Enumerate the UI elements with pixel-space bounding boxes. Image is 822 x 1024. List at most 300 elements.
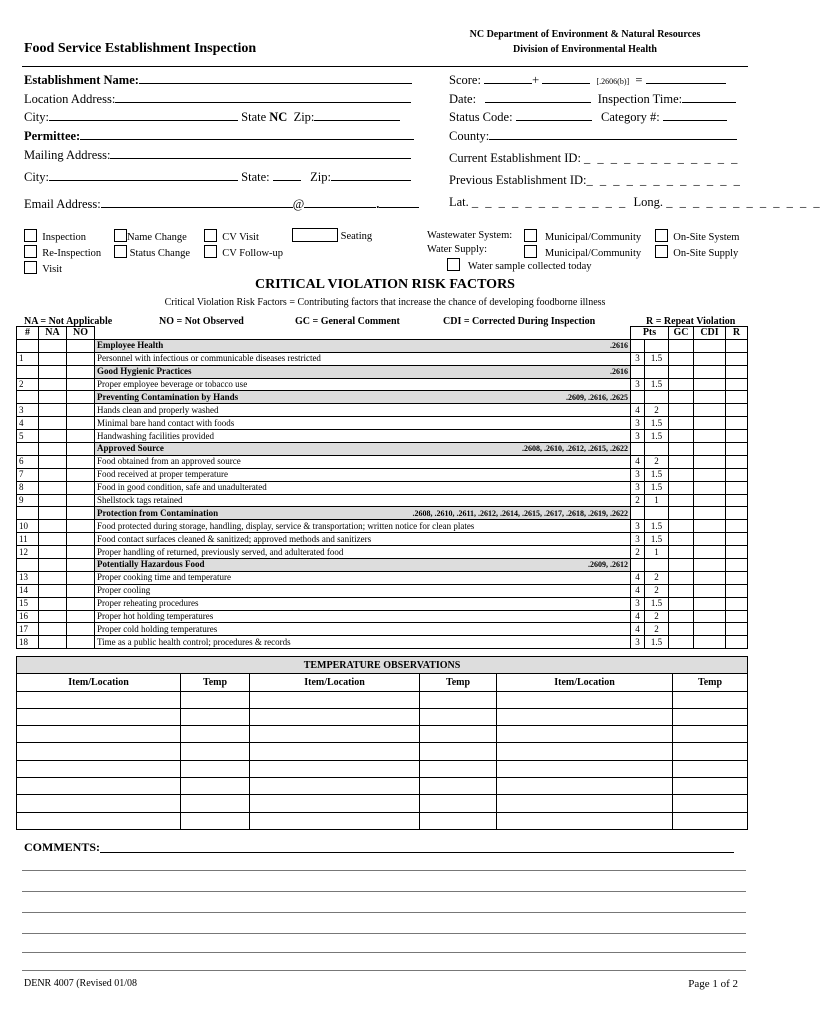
temp-value-cell[interactable] [181,812,250,829]
temp-item-cell[interactable] [17,743,181,760]
violation-row [17,417,748,430]
gc-cell[interactable] [669,494,694,507]
violation-row [17,610,748,623]
temp-item-cell[interactable] [497,760,673,777]
gc-cell[interactable] [669,455,694,468]
temp-value-cell[interactable] [181,691,250,708]
na-cell[interactable] [39,546,67,559]
cdi-cell[interactable] [694,636,726,649]
comments-line[interactable] [22,952,746,953]
violation-row [17,520,748,533]
permittee-field[interactable]: Permittee: [24,127,414,144]
points-full: 3 [631,481,645,494]
temp-value-cell[interactable] [181,760,250,777]
na-cell[interactable] [39,481,67,494]
gc-cell[interactable] [669,481,694,494]
gc-cell[interactable] [669,610,694,623]
points-half: 1.5 [645,597,669,610]
comments-label: COMMENTS: [24,840,100,854]
temp-value-cell[interactable] [673,726,748,743]
no-cell[interactable] [67,494,95,507]
temp-value-cell[interactable] [673,760,748,777]
cvrf-title: CRITICAL VIOLATION RISK FACTORS [255,277,515,292]
cdi-cell[interactable] [694,623,726,636]
na-cell[interactable] [39,430,67,443]
temp-item-cell[interactable] [250,743,420,760]
violation-desc: Food protected during storage, handling, display, service & transportation; written notice for clean plates [95,520,631,533]
na-cell[interactable] [39,404,67,417]
violation-number: 16 [17,610,39,623]
gc-cell[interactable] [669,404,694,417]
temp-item-cell[interactable] [497,795,673,812]
status-code-field[interactable]: Status Code: Category #: [449,108,727,125]
inspection-type-group [24,229,101,277]
gc-cell[interactable] [669,584,694,597]
gc-cell[interactable] [669,468,694,481]
violation-desc: Shellstock tags retained [95,494,631,507]
points-full: 3 [631,533,645,546]
legend-no: NO = Not Observed [159,316,244,327]
temp-item-cell[interactable] [17,708,181,725]
gc-cell[interactable] [669,430,694,443]
violation-row [17,494,748,507]
points-half: 2 [645,455,669,468]
legend-na: NA = Not Applicable [24,316,113,327]
na-cell[interactable] [39,571,67,584]
points-half: 1.5 [645,468,669,481]
category-row [17,391,748,404]
r-cell[interactable] [726,378,748,391]
violation-desc: Proper hot holding temperatures [95,610,631,623]
r-cell[interactable] [726,584,748,597]
temp-item-cell[interactable] [17,760,181,777]
points-full: 3 [631,597,645,610]
name-change-checkbox[interactable]: Name Change [114,229,190,245]
temp-value-cell[interactable] [181,708,250,725]
violation-desc: Personnel with infectious or communicable diseases restricted [95,352,631,365]
temperature-row [17,812,748,829]
r-cell[interactable] [726,352,748,365]
points-half: 1 [645,546,669,559]
temp-col-temp3: Temp [673,674,748,691]
category-row [17,443,748,456]
gc-cell[interactable] [669,417,694,430]
points-half: 1.5 [645,481,669,494]
violation-number: 13 [17,571,39,584]
cdi-cell[interactable] [694,520,726,533]
na-cell[interactable] [39,417,67,430]
violation-row [17,352,748,365]
previous-id-field[interactable]: Previous Establishment ID:_ _ _ _ _ _ _ _ _ _ _ _ [449,173,742,187]
gc-cell[interactable] [669,636,694,649]
cdi-cell[interactable] [694,378,726,391]
temp-value-cell[interactable] [420,812,497,829]
mailing-address-field[interactable]: Mailing Address: [24,146,411,163]
r-cell[interactable] [726,520,748,533]
onsite-supply-checkbox[interactable]: On-Site Supply [655,245,739,261]
col-gc: GC [669,327,694,340]
current-id-field[interactable]: Current Establishment ID: _ _ _ _ _ _ _ _ _ _ _ _ [449,151,740,165]
r-cell[interactable] [726,546,748,559]
violation-row [17,481,748,494]
temp-item-cell[interactable] [497,708,673,725]
temp-value-cell[interactable] [181,795,250,812]
date-field[interactable]: Date: Inspection Time: [449,90,736,107]
temp-value-cell[interactable] [420,778,497,795]
no-cell[interactable] [67,520,95,533]
r-cell[interactable] [726,481,748,494]
no-cell[interactable] [67,636,95,649]
division-name: Division of Environmental Health [513,44,657,55]
onsite-group [655,229,739,261]
points-full: 4 [631,404,645,417]
points-full: 3 [631,636,645,649]
na-cell[interactable] [39,455,67,468]
violation-row [17,584,748,597]
temp-value-cell[interactable] [673,795,748,812]
violation-row [17,378,748,391]
col-pts: Pts [631,327,669,340]
violation-desc: Food received at proper temperature [95,468,631,481]
violation-row [17,571,748,584]
col-cdi: CDI [694,327,726,340]
cdi-cell[interactable] [694,352,726,365]
gc-cell[interactable] [669,597,694,610]
cdi-cell[interactable] [694,455,726,468]
r-cell[interactable] [726,636,748,649]
no-cell[interactable] [67,584,95,597]
temp-item-cell[interactable] [250,795,420,812]
points-half: 2 [645,571,669,584]
temp-value-cell[interactable] [181,726,250,743]
location-address-field[interactable]: Location Address: [24,90,411,107]
violation-row [17,404,748,417]
cdi-cell[interactable] [694,610,726,623]
cdi-cell[interactable] [694,481,726,494]
temperature-row [17,691,748,708]
legend-gc: GC = General Comment [295,316,400,327]
water-labels: Wastewater System: Water Supply: [427,230,513,255]
violation-desc: Food contact surfaces cleaned & sanitized; approved methods and sanitizers [95,533,631,546]
no-cell[interactable] [67,571,95,584]
no-cell[interactable] [67,533,95,546]
temp-value-cell[interactable] [181,743,250,760]
points-half: 1 [645,494,669,507]
points-half: 2 [645,584,669,597]
points-full: 4 [631,610,645,623]
violation-number: 15 [17,597,39,610]
no-cell[interactable] [67,623,95,636]
points-half: 1.5 [645,533,669,546]
points-full: 3 [631,352,645,365]
lat-long-field[interactable]: Lat. _ _ _ _ _ _ _ _ _ _ _ _ Long. _ _ _ _ _ _ _ _ _ _ _ _ [449,195,822,209]
county-field[interactable]: County: [449,127,737,144]
violation-number: 14 [17,584,39,597]
gc-cell[interactable] [669,533,694,546]
temp-value-cell[interactable] [420,691,497,708]
temp-value-cell[interactable] [420,795,497,812]
points-half: 2 [645,623,669,636]
r-cell[interactable] [726,610,748,623]
na-cell[interactable] [39,597,67,610]
points-half: 2 [645,404,669,417]
inspection-checkbox[interactable]: Inspection [24,229,101,245]
municipal-wastewater-checkbox[interactable]: Municipal/Community [524,229,641,245]
no-cell[interactable] [67,378,95,391]
city-field[interactable]: City: State NC Zip: [24,108,400,125]
points-half: 1.5 [645,430,669,443]
cdi-cell[interactable] [694,404,726,417]
visit-checkbox[interactable]: Visit [24,261,101,277]
establishment-name-field[interactable]: Establishment Name: [24,71,412,88]
temperature-row [17,743,748,760]
temp-item-cell[interactable] [250,708,420,725]
seating-field[interactable]: Seating [292,228,372,242]
violation-desc: Minimal bare hand contact with foods [95,417,631,430]
violation-desc: Handwashing facilities provided [95,430,631,443]
violation-number: 3 [17,404,39,417]
comments-line[interactable] [22,870,746,871]
violation-number: 9 [17,494,39,507]
form-number: DENR 4007 (Revised 01/08 [24,978,138,989]
cdi-cell[interactable] [694,546,726,559]
points-full: 4 [631,584,645,597]
no-cell[interactable] [67,468,95,481]
violation-desc: Proper cooking time and temperature [95,571,631,584]
violation-row [17,623,748,636]
comments-line[interactable] [22,970,746,971]
points-full: 2 [631,494,645,507]
na-cell[interactable] [39,378,67,391]
temperature-row [17,778,748,795]
email-field[interactable]: Email Address: @ . [24,195,419,212]
violation-number: 1 [17,352,39,365]
legend-r: R = Repeat Violation [646,316,736,327]
category-row [17,339,748,352]
header-divider [22,66,748,67]
gc-cell[interactable] [669,352,694,365]
col-num: # [17,327,39,340]
points-half: 2 [645,610,669,623]
r-cell[interactable] [726,468,748,481]
category-row [17,507,748,520]
temp-item-cell[interactable] [250,691,420,708]
violation-number: 10 [17,520,39,533]
gc-cell[interactable] [669,520,694,533]
temp-item-cell[interactable] [17,778,181,795]
temperature-row [17,760,748,777]
temp-value-cell[interactable] [420,760,497,777]
status-change-checkbox[interactable]: Status Change [114,245,190,261]
violation-number: 17 [17,623,39,636]
na-cell[interactable] [39,494,67,507]
no-cell[interactable] [67,597,95,610]
no-cell[interactable] [67,417,95,430]
temp-col-temp2: Temp [420,674,497,691]
violation-desc: Hands clean and properly washed [95,404,631,417]
violation-desc: Proper handling of returned, previously served, and adulterated food [95,546,631,559]
violation-row [17,533,748,546]
gc-cell[interactable] [669,571,694,584]
violation-desc: Proper cooling [95,584,631,597]
violation-desc: Food obtained from an approved source [95,455,631,468]
violation-number: 11 [17,533,39,546]
points-half: 1.5 [645,520,669,533]
temp-value-cell[interactable] [420,743,497,760]
category-label: Preventing Contamination by Hands .2609, .2616, .2625 [95,391,631,404]
col-no: NO [67,327,95,340]
score-field[interactable]: Score: + [.2606(b)] = [449,71,726,88]
violation-number: 18 [17,636,39,649]
points-full: 3 [631,430,645,443]
points-full: 4 [631,455,645,468]
no-cell[interactable] [67,481,95,494]
points-half: 1.5 [645,636,669,649]
violation-number: 5 [17,430,39,443]
reinspection-checkbox[interactable]: Re-Inspection [24,245,101,261]
temp-item-cell[interactable] [497,743,673,760]
category-label: Protection from Contamination .2608, .2610, .2611, .2612, .2614, .2615, .2617, .2618, .2619, .2622 [95,507,631,520]
temp-item-cell[interactable] [497,778,673,795]
violation-row [17,636,748,649]
temp-item-cell[interactable] [17,795,181,812]
comments-line[interactable] [22,933,746,934]
points-full: 2 [631,546,645,559]
cv-visit-checkbox[interactable]: CV Visit [204,229,283,245]
points-half: 1.5 [645,378,669,391]
cdi-cell[interactable] [694,597,726,610]
temp-col-item3: Item/Location [497,674,673,691]
r-cell[interactable] [726,417,748,430]
no-cell[interactable] [67,610,95,623]
water-sample-checkbox[interactable]: Water sample collected today [447,258,592,272]
violation-row [17,597,748,610]
violation-desc: Time as a public health control; procedures & records [95,636,631,649]
temp-item-cell[interactable] [497,726,673,743]
na-cell[interactable] [39,636,67,649]
temp-item-cell[interactable] [250,760,420,777]
temp-value-cell[interactable] [420,726,497,743]
col-r: R [726,327,748,340]
violation-desc: Proper reheating procedures [95,597,631,610]
temp-value-cell[interactable] [673,778,748,795]
cdi-cell[interactable] [694,417,726,430]
municipal-group [524,229,641,261]
temperature-table [16,656,748,830]
cdi-cell[interactable] [694,533,726,546]
na-cell[interactable] [39,352,67,365]
r-cell[interactable] [726,430,748,443]
gc-cell[interactable] [669,546,694,559]
points-full: 4 [631,623,645,636]
cdi-cell[interactable] [694,430,726,443]
violation-number: 8 [17,481,39,494]
cdi-cell[interactable] [694,584,726,597]
points-full: 4 [631,571,645,584]
category-row [17,559,748,572]
points-half: 1.5 [645,417,669,430]
temp-value-cell[interactable] [673,743,748,760]
temperature-row [17,708,748,725]
r-cell[interactable] [726,597,748,610]
temp-item-cell[interactable] [250,778,420,795]
no-cell[interactable] [67,430,95,443]
na-cell[interactable] [39,520,67,533]
violation-row [17,430,748,443]
temp-value-cell[interactable] [420,708,497,725]
category-label: Approved Source .2608, .2610, .2612, .2615, .2622 [95,443,631,456]
points-full: 3 [631,378,645,391]
no-cell[interactable] [67,455,95,468]
violation-row [17,468,748,481]
comments-line-first[interactable] [100,852,734,853]
temp-item-cell[interactable] [250,726,420,743]
agency-name: NC Department of Environment & Natural Resources [469,29,701,40]
na-cell[interactable] [39,533,67,546]
gc-cell[interactable] [669,378,694,391]
violation-desc: Proper cold holding temperatures [95,623,631,636]
mailing-city-field[interactable]: City: State: Zip: [24,168,411,185]
cv-followup-checkbox[interactable]: CV Follow-up [204,245,283,261]
gc-cell[interactable] [669,623,694,636]
col-na: NA [39,327,67,340]
cdi-cell[interactable] [694,571,726,584]
cdi-cell[interactable] [694,468,726,481]
temp-item-cell[interactable] [250,812,420,829]
na-cell[interactable] [39,623,67,636]
points-full: 3 [631,520,645,533]
violation-row [17,455,748,468]
points-half: 1.5 [645,352,669,365]
temp-value-cell[interactable] [673,708,748,725]
temperature-title: TEMPERATURE OBSERVATIONS [17,657,748,674]
r-cell[interactable] [726,404,748,417]
na-cell[interactable] [39,584,67,597]
comments-line[interactable] [22,891,746,892]
temp-item-cell[interactable] [497,812,673,829]
cdi-cell[interactable] [694,494,726,507]
category-row [17,365,748,378]
temp-item-cell[interactable] [17,812,181,829]
temp-col-temp1: Temp [181,674,250,691]
no-cell[interactable] [67,352,95,365]
na-cell[interactable] [39,610,67,623]
temp-value-cell[interactable] [673,691,748,708]
r-cell[interactable] [726,533,748,546]
r-cell[interactable] [726,494,748,507]
temp-value-cell[interactable] [673,812,748,829]
temp-value-cell[interactable] [181,778,250,795]
temp-item-cell[interactable] [17,726,181,743]
temp-col-item2: Item/Location [250,674,420,691]
violation-desc: Food in good condition, safe and unadulterated [95,481,631,494]
form-title: Food Service Establishment Inspection [24,41,257,56]
temp-item-cell[interactable] [17,691,181,708]
r-cell[interactable] [726,571,748,584]
points-full: 3 [631,468,645,481]
r-cell[interactable] [726,623,748,636]
na-cell[interactable] [39,468,67,481]
no-cell[interactable] [67,404,95,417]
comments-line[interactable] [22,912,746,913]
temp-item-cell[interactable] [497,691,673,708]
r-cell[interactable] [726,455,748,468]
violation-number: 6 [17,455,39,468]
municipal-water-checkbox[interactable]: Municipal/Community [524,245,641,261]
no-cell[interactable] [67,546,95,559]
onsite-system-checkbox[interactable]: On-Site System [655,229,739,245]
violation-number: 4 [17,417,39,430]
